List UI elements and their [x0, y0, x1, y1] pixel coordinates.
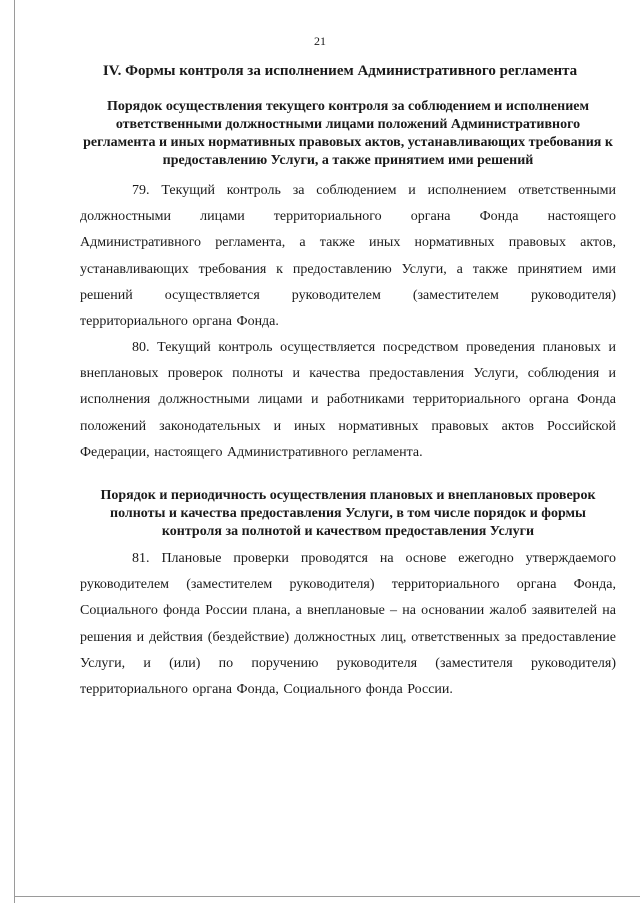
paragraph-number: 80. — [132, 340, 150, 355]
page-number: 21 — [314, 34, 326, 48]
paragraph-81 — [80, 546, 616, 703]
paragraph-text: Текущий контроль за соблюдением и исполнением ответственными должностными лицами территориального органа Фонда настоящего Административного регламента, а также иных нормативных правовых актов, устанавливающих требования к предоставлению Услуги, а также принятием ими решений осуществляется руководителем (заместителем руководителя) территориального органа Фонда. — [80, 183, 617, 330]
section-heading-current-control: Порядок осуществления текущего контроля за соблюдением и исполнением ответственными должностными лицами положений Административного регламента и иных нормативных правовых актов, устанавливающих требования к предоставлению Услуги, а также принятием ими решений — [83, 99, 613, 168]
paragraph-text: Текущий контроль осуществляется посредством проведения плановых и внеплановых проверок полноты и качества предоставления Услуги, соблюдения и исполнения должностными лицами и работниками территориального органа Фонда положений законодательных и иных нормативных правовых актов Российской Федерации, настоящего Административного регламента. — [80, 340, 617, 460]
paragraph-80 — [80, 335, 616, 466]
paragraph-79 — [80, 178, 616, 335]
scan-left-edge — [14, 0, 15, 903]
paragraph-text: Плановые проверки проводятся на основе ежегодно утверждаемого руководителем (заместителем руководителя) территориального органа Фонда, Социального фонда России плана, а внеплановые – на основании жалоб заявителей на решения и действия (бездействие) должностных лиц, ответственных за предоставление Услуги, и (или) по поручению руководителя (заместителя руководителя) территориального органа Фонда, Социального фонда России. — [80, 551, 617, 698]
chapter-heading: IV. Формы контроля за исполнением Административного регламента — [102, 63, 578, 79]
scan-bottom-edge — [14, 896, 640, 897]
paragraph-number: 81. — [132, 551, 150, 566]
paragraph-number: 79. — [132, 183, 150, 198]
section-heading-inspections: Порядок и периодичность осуществления плановых и внеплановых проверок полноты и качества предоставления Услуги, в том числе порядок и формы контроля за полнотой и качеством предоставления Услуги — [100, 488, 596, 539]
